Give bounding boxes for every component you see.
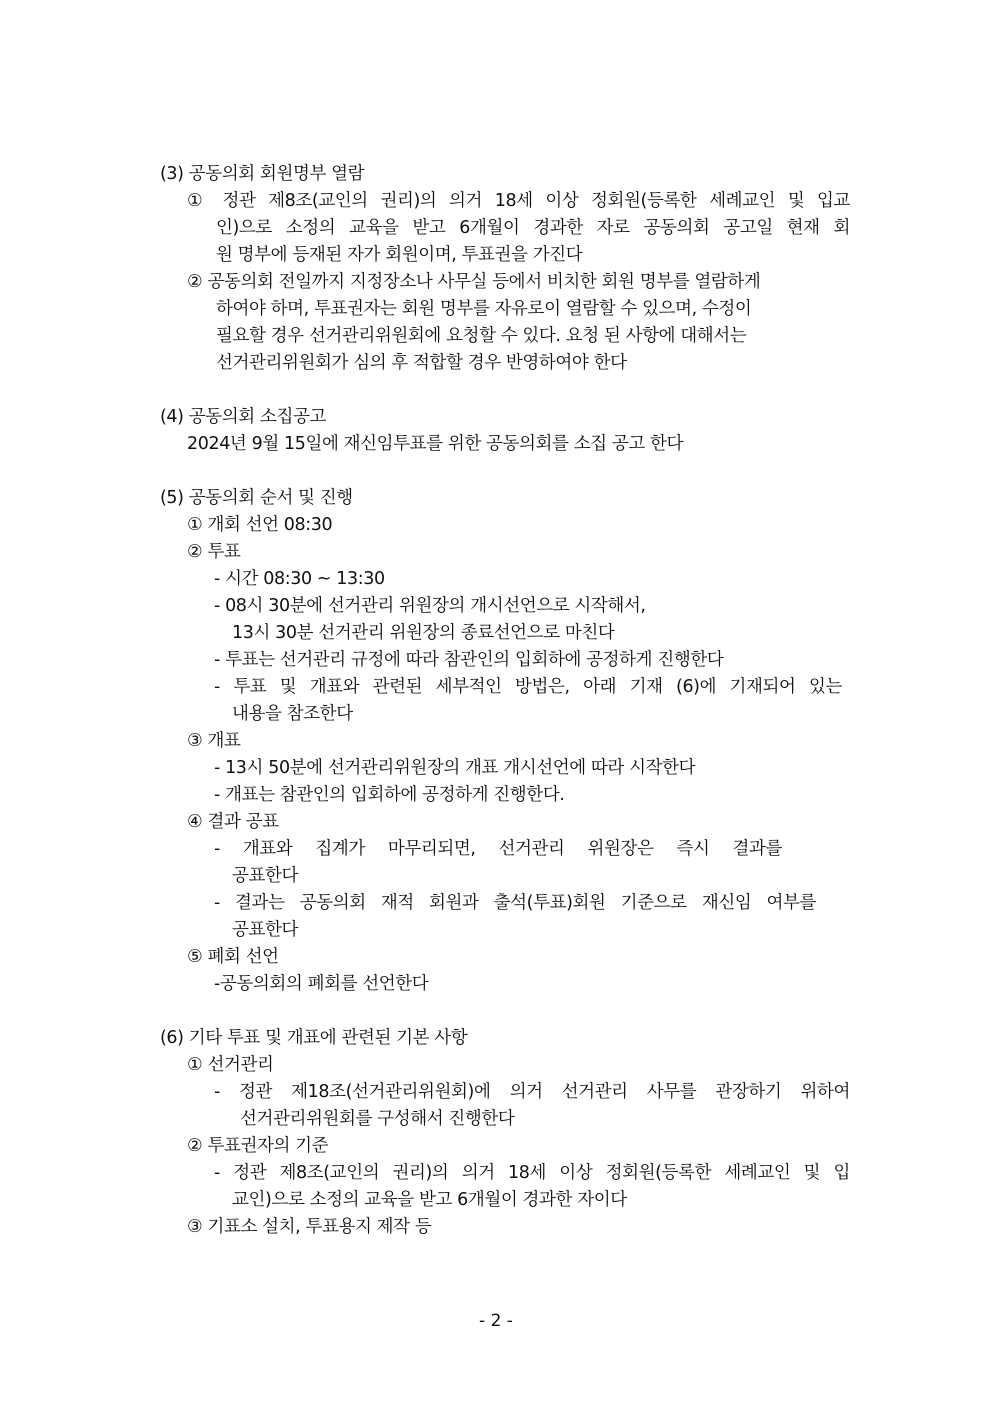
text-line: - 정관 제8조(교인의 권리)의 의거 18세 이상 정회원(등록한 세례교인 및 입 <box>214 1163 850 1183</box>
text-line: - 08시 30분에 선거관리 위원장의 개시선언으로 시작해서, <box>214 596 646 616</box>
text-line: ② 투표권자의 기준 <box>187 1136 329 1156</box>
text-line: - 개표는 참관인의 입회하에 공정하게 진행한다. <box>214 785 565 805</box>
text-line: ① 선거관리 <box>187 1055 274 1075</box>
text-line: -공동의회의 폐회를 선언한다 <box>214 974 429 994</box>
text-line: - 13시 50분에 선거관리위원장의 개표 개시선언에 따라 시작한다 <box>214 758 696 778</box>
section-6-heading: (6) 기타 투표 및 개표에 관련된 기본 사항 <box>160 1028 468 1048</box>
text-line: 공표한다 <box>232 920 299 940</box>
text-line: 하여야 하며, 투표권자는 회원 명부를 자유로이 열람할 수 있으며, 수정이 <box>216 299 752 319</box>
text-line: - 개표와 집계가 마무리되면, 선거관리 위원장은 즉시 결과를 <box>214 839 782 859</box>
text-line: 선거관리위원회가 심의 후 적합할 경우 반영하여야 한다 <box>216 353 627 373</box>
text-line: ① 개회 선언 08:30 <box>187 515 333 535</box>
text-line: 인)으로 소정의 교육을 받고 6개월이 경과한 자로 공동의회 공고일 현재 회 <box>216 218 850 238</box>
section-5-heading: (5) 공동의회 순서 및 진행 <box>160 488 353 508</box>
text-line: ③ 개표 <box>187 731 241 751</box>
text-line: ⑤ 폐회 선언 <box>187 947 279 967</box>
text-line: 2024년 9월 15일에 재신임투표를 위한 공동의회를 소집 공고 한다 <box>187 434 684 454</box>
text-line: - 시간 08:30 ~ 13:30 <box>214 569 385 589</box>
text-line: - 결과는 공동의회 재적 회원과 출석(투표)회원 기준으로 재신임 여부를 <box>214 893 816 913</box>
text-line: ② 투표 <box>187 542 241 562</box>
text-line: ④ 결과 공표 <box>187 812 279 832</box>
text-line: 내용을 참조한다 <box>232 704 353 724</box>
text-line: 공표한다 <box>232 866 299 886</box>
page-number: - 2 - <box>479 1311 513 1331</box>
text-line: - 정관 제18조(선거관리위원회)에 의거 선거관리 사무를 관장하기 위하여 <box>214 1082 850 1102</box>
text-line: - 투표 및 개표와 관련된 세부적인 방법은, 아래 기재 (6)에 기재되어 있는 <box>214 677 842 697</box>
text-line: 교인)으로 소정의 교육을 받고 6개월이 경과한 자이다 <box>232 1190 627 1210</box>
text-line: 원 명부에 등재된 자가 회원이며, 투표권을 가진다 <box>216 245 583 265</box>
text-line: 필요할 경우 선거관리위원회에 요청할 수 있다. 요청 된 사항에 대해서는 <box>216 326 747 346</box>
section-4-heading: (4) 공동의회 소집공고 <box>160 407 326 427</box>
section-3-heading: (3) 공동의회 회원명부 열람 <box>160 164 365 184</box>
text-line: - 투표는 선거관리 규정에 따라 참관인의 입회하에 공정하게 진행한다 <box>214 650 724 670</box>
text-line: 선거관리위원회를 구성해서 진행한다 <box>240 1109 515 1129</box>
text-line: ② 공동의회 전일까지 지정장소나 사무실 등에서 비치한 회원 명부를 열람하게 <box>187 272 761 292</box>
text-line: 13시 30분 선거관리 위원장의 종료선언으로 마친다 <box>232 623 615 643</box>
text-line: ③ 기표소 설치, 투표용지 제작 등 <box>187 1217 432 1237</box>
text-line: ① 정관 제8조(교인의 권리)의 의거 18세 이상 정회원(등록한 세례교인 및 입교 <box>187 191 850 211</box>
